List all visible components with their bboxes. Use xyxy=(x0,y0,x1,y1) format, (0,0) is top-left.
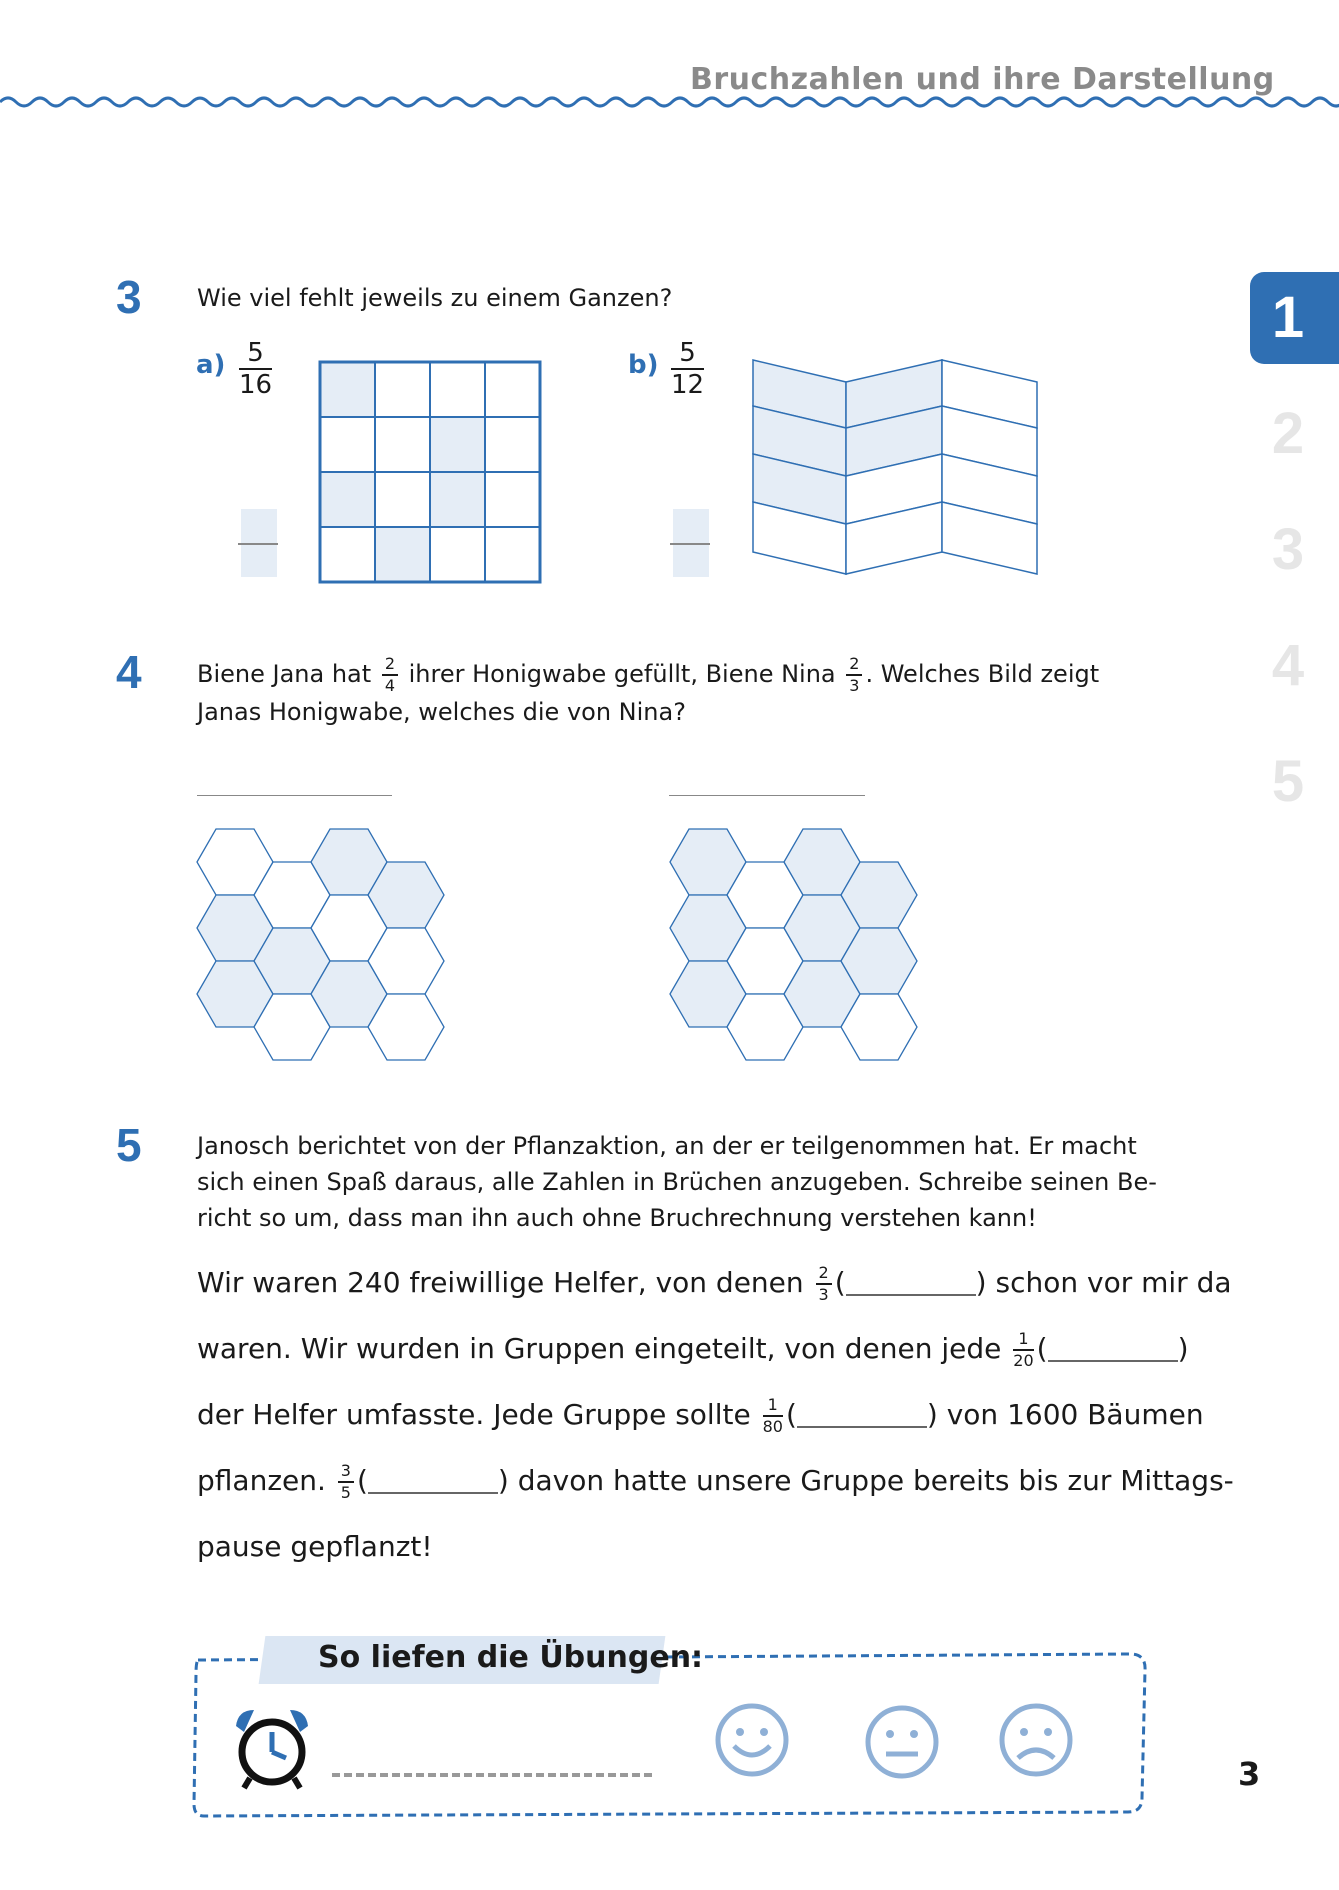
task-4-frac-nina xyxy=(846,656,862,694)
task-4-text-1: Biene Jana hat xyxy=(197,660,372,688)
task-5-frac-1 xyxy=(816,1265,832,1303)
task-5-frac-4 xyxy=(338,1463,354,1501)
task-3b-den: 12 xyxy=(671,370,705,400)
task-3a-grid xyxy=(318,360,542,584)
task-5-line-4: pflanzen. $\frac{3}{5}$ ( ) davon hatte unsere Gruppe bereits bis zur Mittags- xyxy=(197,1461,1234,1502)
task-5-l3-text-a: der Helfer umfasste. Jede Gruppe sollte xyxy=(197,1398,751,1431)
task-5-frac-1-num: 2 xyxy=(816,1265,832,1285)
task-4-frac-nina-den: 3 xyxy=(849,676,860,695)
task-3a-answer-line xyxy=(238,543,278,545)
task-5-line-2: waren. Wir wurden in Gruppen eingeteilt, von denen jede $\frac{1}{20}$ ( ) xyxy=(197,1329,1189,1370)
task-4-answer-line-1[interactable] xyxy=(197,795,392,796)
task-3-number: 3 xyxy=(116,271,142,323)
task-5-line-5: pause gepflanzt! xyxy=(197,1530,433,1563)
tab-2-label[interactable]: 2 xyxy=(1271,401,1305,466)
task-4-frac-jana-num: 2 xyxy=(382,656,398,676)
task-5-intro-2: sich einen Spaß daraus, alle Zahlen in Brüchen anzugeben. Schreibe seinen Be- xyxy=(197,1168,1157,1196)
task-5-frac-3-den: 80 xyxy=(762,1417,783,1436)
evaluation-title: So liefen die Übungen: xyxy=(318,1640,704,1675)
task-5-frac-2-den: 20 xyxy=(1013,1351,1034,1370)
task-5-blank-1[interactable] xyxy=(846,1272,976,1296)
alarm-clock-icon xyxy=(230,1706,314,1792)
task-5-intro-3: richt so um, dass man ihn auch ohne Bruchrechnung verstehen kann! xyxy=(197,1204,1037,1232)
tab-3-label[interactable]: 3 xyxy=(1271,517,1305,582)
task-5-frac-2-num: 1 xyxy=(1013,1331,1033,1351)
task-5-frac-4-num: 3 xyxy=(338,1463,354,1483)
task-3a-num: 5 xyxy=(239,340,272,370)
task-5-frac-2 xyxy=(1013,1331,1033,1369)
task-5-number: 5 xyxy=(116,1119,142,1171)
sad-face-icon[interactable] xyxy=(998,1702,1074,1778)
task-3a-label: a) xyxy=(196,350,226,380)
honeycomb-1 xyxy=(192,826,452,1066)
task-5-l3-text-b: von 1600 Bäumen xyxy=(946,1398,1204,1431)
honeycomb-2 xyxy=(665,826,925,1066)
task-5-blank-4[interactable] xyxy=(368,1470,498,1494)
task-5-l4-text-b: davon hatte unsere Gruppe bereits bis zur Mittags- xyxy=(517,1464,1234,1497)
task-5-blank-2[interactable] xyxy=(1048,1338,1178,1362)
time-answer-line[interactable] xyxy=(332,1773,652,1777)
task-4-text-4: Janas Honigwabe, welches die von Nina? xyxy=(197,698,686,726)
page-number: 3 xyxy=(1238,1755,1261,1793)
neutral-face-icon[interactable] xyxy=(864,1704,940,1780)
task-4-text-line1 xyxy=(197,656,1099,694)
tab-1-label: 1 xyxy=(1271,285,1305,350)
task-3b-label: b) xyxy=(628,350,659,380)
task-3-question: Wie viel fehlt jeweils zu einem Ganzen? xyxy=(197,284,673,312)
task-5-frac-1-den: 3 xyxy=(818,1285,829,1304)
task-4-answer-line-2[interactable] xyxy=(669,795,865,796)
task-3b-num: 5 xyxy=(671,340,704,370)
task-3a-den: 16 xyxy=(239,370,273,400)
task-5-frac-3 xyxy=(763,1397,783,1435)
task-5-frac-3-num: 1 xyxy=(763,1397,783,1417)
task-4-frac-jana xyxy=(382,656,398,694)
tab-5-label[interactable]: 5 xyxy=(1271,749,1305,814)
task-5-line-1: Wir waren 240 freiwillige Helfer, von denen $\frac{2}{3}$ ( ) schon vor mir da xyxy=(197,1263,1232,1304)
task-3b-parallelograms xyxy=(750,358,1040,580)
task-4-number: 4 xyxy=(116,646,142,698)
task-4-text-2: ihrer Honigwabe gefüllt, Biene Nina xyxy=(408,660,836,688)
header-title: Bruchzahlen und ihre Darstellung xyxy=(690,62,1275,97)
task-5-intro-1: Janosch berichtet von der Pflanzaktion, an der er teilgenommen hat. Er macht xyxy=(197,1132,1137,1160)
task-3b-answer-line xyxy=(670,543,710,545)
task-4-frac-nina-num: 2 xyxy=(846,656,862,676)
task-3a-fraction xyxy=(239,340,272,398)
task-5-l1-text-a: Wir waren 240 freiwillige Helfer, von denen xyxy=(197,1266,804,1299)
task-4-text-3: . Welches Bild zeigt xyxy=(865,660,1100,688)
task-5-l2-text-a: waren. Wir wurden in Gruppen eingeteilt, von denen jede xyxy=(197,1332,1002,1365)
task-4-frac-jana-den: 4 xyxy=(384,676,395,695)
task-5-line-3: der Helfer umfasste. Jede Gruppe sollte $\frac{1}{80}$ ( ) von 1600 Bäumen xyxy=(197,1395,1204,1436)
task-5-blank-3[interactable] xyxy=(797,1404,927,1428)
task-5-l4-text-a: pflanzen. xyxy=(197,1464,326,1497)
tab-4-label[interactable]: 4 xyxy=(1271,633,1305,698)
task-3b-fraction xyxy=(671,340,704,398)
happy-face-icon[interactable] xyxy=(714,1702,790,1778)
task-5-frac-4-den: 5 xyxy=(340,1483,351,1502)
task-5-l1-text-b: schon vor mir da xyxy=(995,1266,1232,1299)
